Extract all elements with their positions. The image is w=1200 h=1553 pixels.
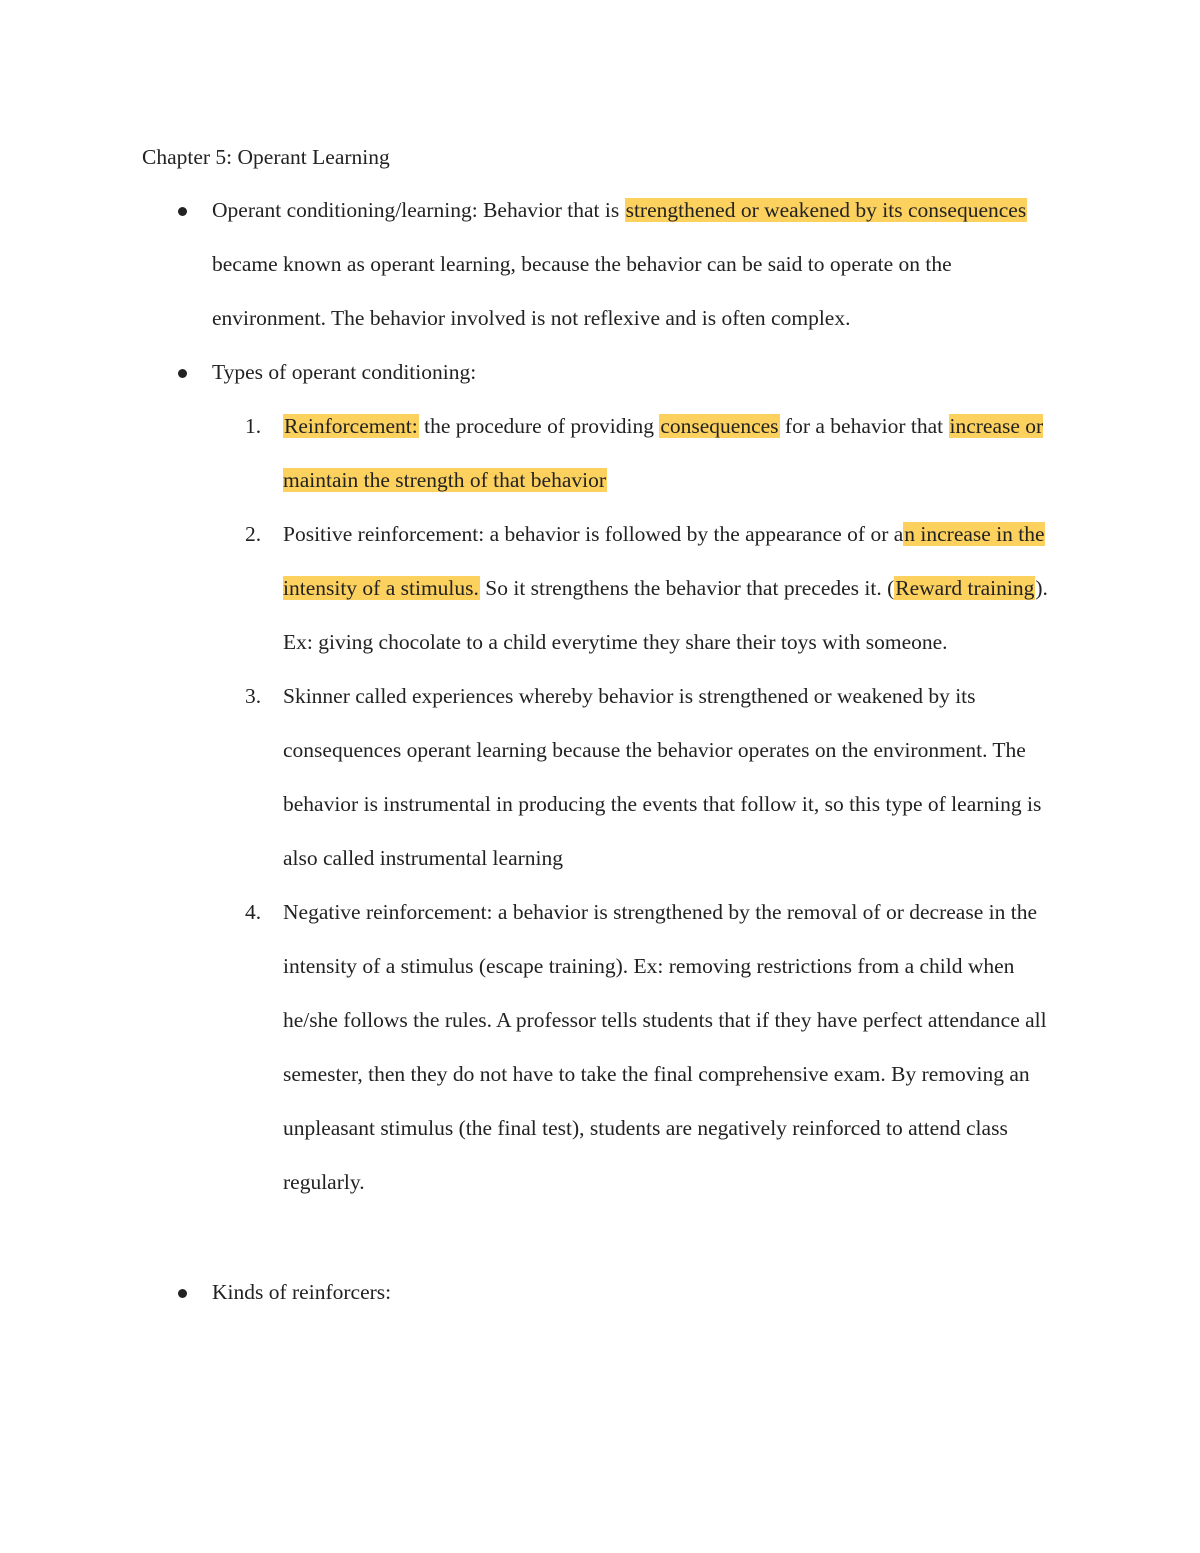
text-run: the procedure of providing xyxy=(418,414,660,438)
bullet-operant-conditioning xyxy=(212,183,1062,345)
bullet-point-icon xyxy=(178,369,187,378)
bullet-types-of-operant-conditioning xyxy=(212,345,1062,399)
numbered-list xyxy=(245,399,1073,1209)
list-item xyxy=(245,669,1073,885)
highlighted-text: Reinforcement: xyxy=(284,414,418,438)
bullet-point-icon xyxy=(178,1289,187,1298)
highlighted-text: n increase in the intensity of a stimulus. xyxy=(283,522,1045,600)
list-number: 3. xyxy=(245,684,262,708)
highlighted-text: consequences xyxy=(660,414,779,438)
text-run: Types of operant conditioning: xyxy=(212,360,477,384)
bullet-kinds-of-reinforcers xyxy=(212,1265,1062,1319)
text-run: So it strengthens the behavior that precedes it. ( xyxy=(479,576,895,600)
text-run: for a behavior that xyxy=(779,414,949,438)
text-run: Operant conditioning/learning: Behavior that is xyxy=(212,198,625,222)
highlighted-text: Reward training xyxy=(895,576,1035,600)
text-run: Skinner called experiences whereby behavior is strengthened or weakened by its consequences operant learning because the behavior operates on the environment. The behavior is instrumental in producing the events that follow it, so this type of learning is also called instrumental learning xyxy=(283,684,1042,870)
text-run: Positive reinforcement: a behavior is followed by the appearance of or a xyxy=(283,522,904,546)
chapter-title: Chapter 5: Operant Learning xyxy=(142,145,390,169)
text-run: became known as operant learning, because the behavior can be said to operate on the environment. The behavior involved is not reflexive and is often complex. xyxy=(212,252,952,330)
list-number: 1. xyxy=(245,414,262,438)
bullet-point-icon xyxy=(178,207,187,216)
list-item xyxy=(245,885,1073,1209)
list-number: 4. xyxy=(245,900,262,924)
list-item xyxy=(245,399,1073,507)
list-number: 2. xyxy=(245,522,262,546)
highlighted-text: strengthened or weakened by its consequences xyxy=(625,198,1027,222)
list-item xyxy=(245,507,1073,669)
highlighted-text: increase or maintain the strength of that behavior xyxy=(283,414,1044,492)
text-run: Negative reinforcement: a behavior is strengthened by the removal of or decrease in the intensity of a stimulus (escape training). Ex: removing restrictions from a child when he/she follows the rules. A professor tells students that if they have perfect attendance all semester, then they do not have to take the final comprehensive exam. By removing an unpleasant stimulus (the final test), students are negatively reinforced to attend class regularly. xyxy=(283,900,1047,1194)
text-run: ). Ex: giving chocolate to a child everytime they share their toys with someone. xyxy=(283,576,1048,654)
text-run: Kinds of reinforcers: xyxy=(212,1280,392,1304)
